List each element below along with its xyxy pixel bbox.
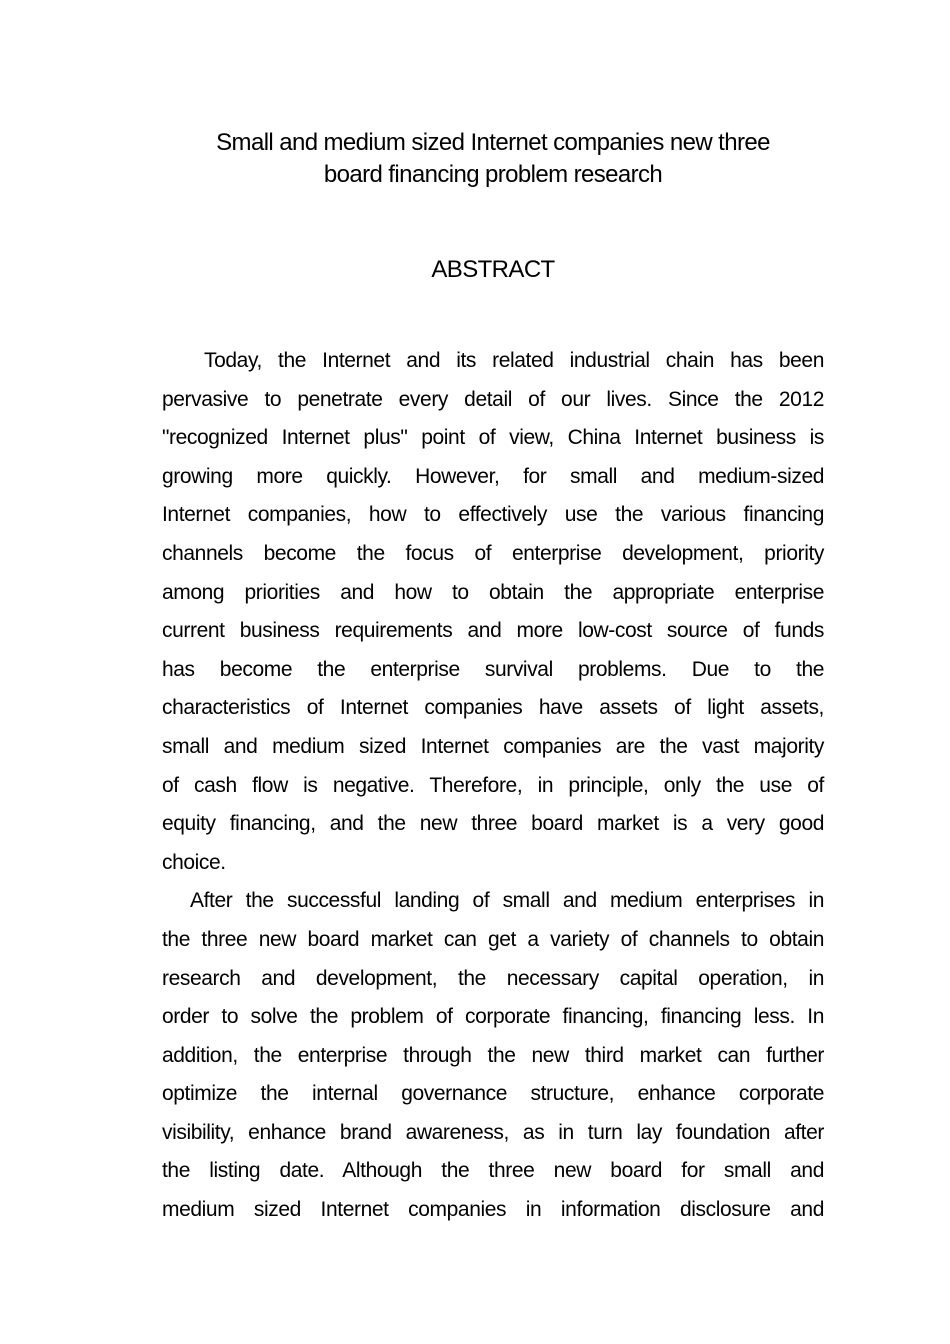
abstract-heading: ABSTRACT bbox=[431, 256, 555, 283]
text-line: channels become the focus of enterprise development, priority bbox=[162, 541, 824, 565]
text-line: research and development, the necessary capital operation, in bbox=[162, 966, 824, 990]
text-line: has become the enterprise survival problems. Due to the bbox=[162, 657, 824, 681]
text-line: equity financing, and the new three board market is a very good bbox=[162, 812, 824, 836]
document-title bbox=[150, 127, 836, 191]
text-line: Internet companies, how to effectively use the various financing bbox=[162, 503, 824, 527]
text-line: among priorities and how to obtain the appropriate enterprise bbox=[162, 580, 824, 604]
text-line: After the successful landing of small and medium enterprises in bbox=[190, 889, 824, 913]
text-line: "recognized Internet plus" point of view, China Internet business is bbox=[162, 426, 824, 450]
text-line: order to solve the problem of corporate financing, financing less. In bbox=[162, 1005, 824, 1029]
text-line: characteristics of Internet companies have assets of light assets, bbox=[162, 696, 824, 720]
text-line: growing more quickly. However, for small and medium-sized bbox=[162, 464, 824, 488]
text-line: small and medium sized Internet companies are the vast majority bbox=[162, 734, 824, 758]
text-line: the three new board market can get a variety of channels to obtain bbox=[162, 927, 824, 951]
text-line: addition, the enterprise through the new third market can further bbox=[162, 1043, 824, 1067]
text-line: medium sized Internet companies in information disclosure and bbox=[162, 1198, 824, 1222]
text-line: optimize the internal governance structure, enhance corporate bbox=[162, 1082, 824, 1106]
text-line: Today, the Internet and its related industrial chain has been bbox=[204, 349, 824, 372]
text-line: the listing date. Although the three new board for small and bbox=[162, 1159, 824, 1183]
text-line: pervasive to penetrate every detail of our lives. Since the 2012 bbox=[162, 387, 824, 411]
abstract-body bbox=[162, 342, 824, 1230]
text-line: of cash flow is negative. Therefore, in principle, only the use of bbox=[162, 773, 824, 797]
title-line: Small and medium sized Internet companies new three bbox=[216, 129, 770, 156]
text-line: visibility, enhance brand awareness, as in turn lay foundation after bbox=[162, 1120, 824, 1144]
text-line: choice. bbox=[162, 850, 226, 874]
title-line: board financing problem research bbox=[323, 161, 663, 188]
text-line: current business requirements and more low-cost source of funds bbox=[162, 619, 824, 643]
